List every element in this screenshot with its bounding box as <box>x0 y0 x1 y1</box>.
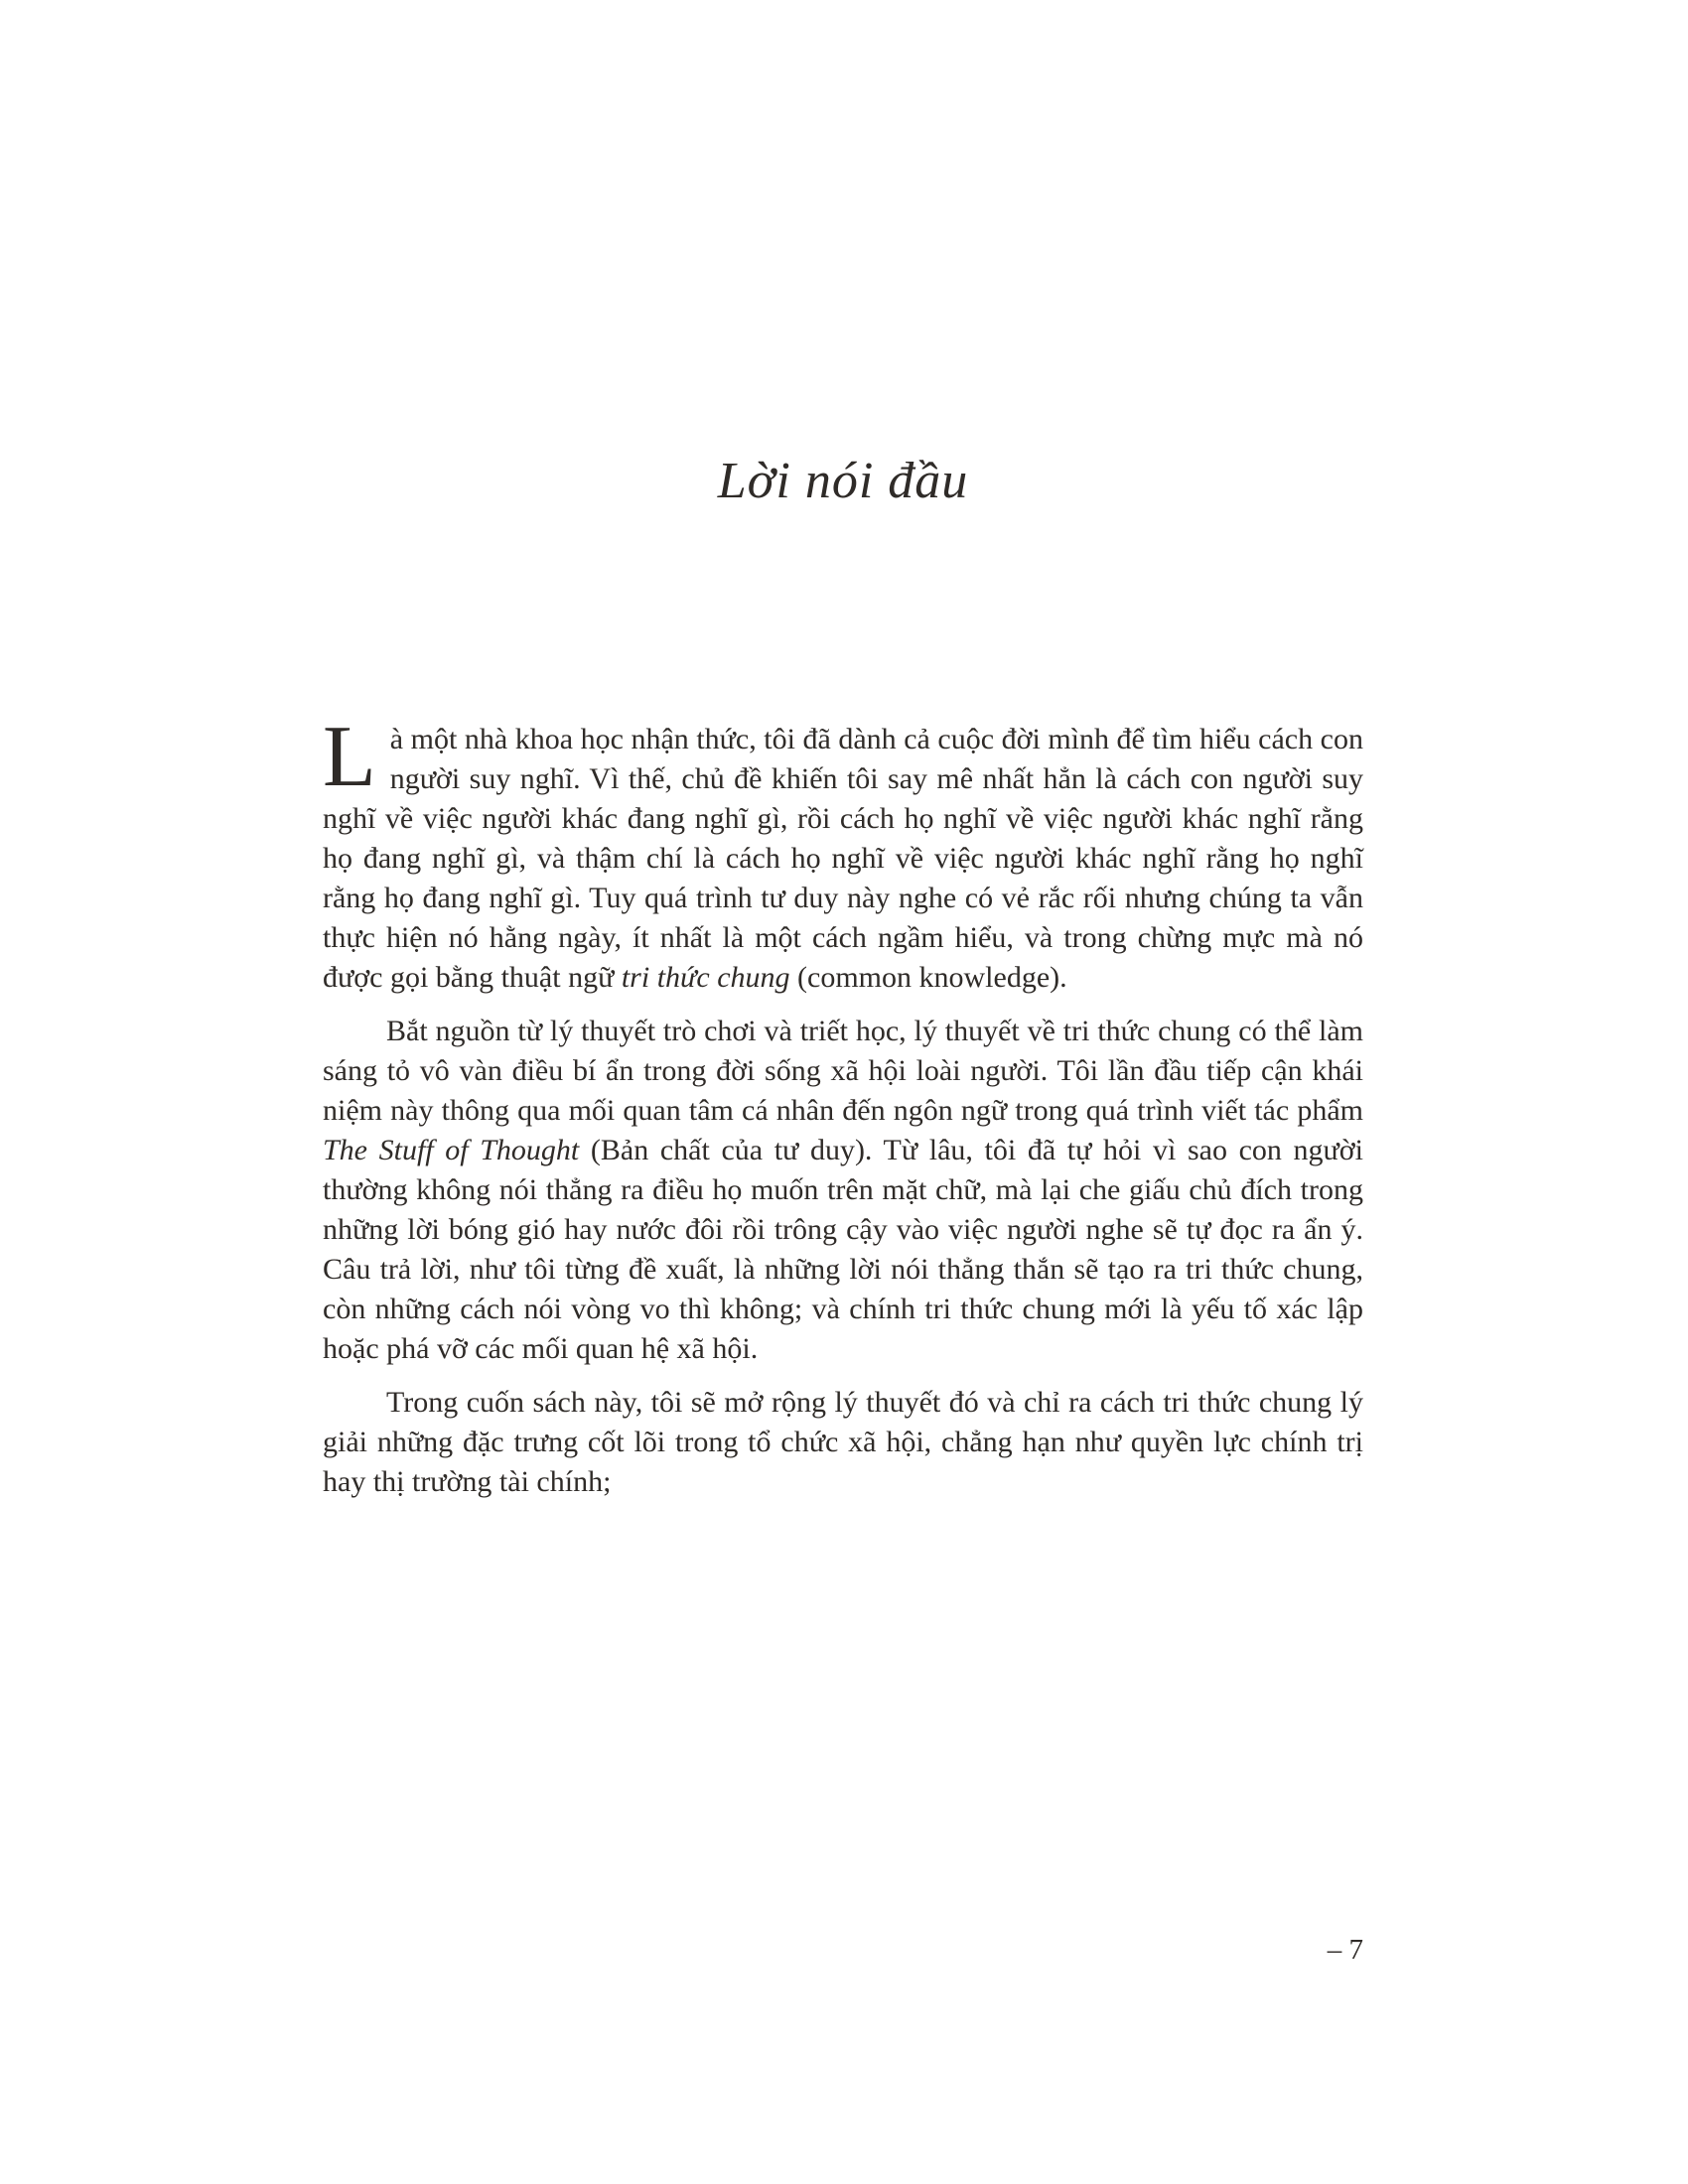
chapter-title: Lời nói đầu <box>717 453 969 509</box>
paragraph-1-text-end: (common knowledge). <box>789 961 1067 994</box>
preface-paragraph-3 <box>323 1383 1363 1502</box>
italic-book-title: The Stuff of Thought <box>323 1134 580 1166</box>
page-number: – 7 <box>1327 1934 1363 1966</box>
preface-paragraph-2 <box>323 1012 1363 1369</box>
italic-term-tri-thuc-chung: tri thức chung <box>621 961 790 994</box>
paragraph-2-text-end: (Bản chất của tư duy). Từ lâu, tôi đã tự hỏi vì sao con người thường không nói thẳng ra điều họ muốn trên mặt chữ, mà lại che giấu chủ đích trong những lời bóng gió hay nước đôi rồi trông cậy vào việc người nghe sẽ tự đọc ra ẩn ý. Câu trả lời, như tôi từng đề xuất, là những lời nói thẳng thắn sẽ tạo ra tri thức chung, còn những cách nói vòng vo thì không; và chính tri thức chung mới là yếu tố xác lập hoặc phá vỡ các mối quan hệ xã hội. <box>323 1134 1363 1365</box>
paragraph-1-text: à một nhà khoa học nhận thức, tôi đã dành cả cuộc đời mình để tìm hiểu cách con người suy nghĩ. Vì thế, chủ đề khiến tôi say mê nhất hẳn là cách con người suy nghĩ về việc người khác đang nghĩ gì, rồi cách họ nghĩ về việc người khác nghĩ rằng họ đang nghĩ gì, và thậm chí là cách họ nghĩ về việc người khác nghĩ rằng họ nghĩ rằng họ đang nghĩ gì. Tuy quá trình tư duy này nghe có vẻ rắc rối nhưng chúng ta vẫn thực hiện nó hằng ngày, ít nhất là một cách ngầm hiểu, và trong chừng mực mà nó được gọi bằng thuật ngữ <box>323 723 1363 994</box>
paragraph-2-text: Bắt nguồn từ lý thuyết trò chơi và triết học, lý thuyết về tri thức chung có thể làm sáng tỏ vô vàn điều bí ẩn trong đời sống xã hội loài người. Tôi lần đầu tiếp cận khái niệm này thông qua mối quan tâm cá nhân đến ngôn ngữ trong quá trình viết tác phẩm <box>323 1015 1363 1127</box>
preface-paragraph-1 <box>323 709 1363 998</box>
paragraph-3-text: Trong cuốn sách này, tôi sẽ mở rộng lý thuyết đó và chỉ ra cách tri thức chung lý giải những đặc trưng cốt lõi trong tổ chức xã hội, chẳng hạn như quyền lực chính trị hay thị trường tài chính; <box>323 1386 1363 1498</box>
preface-text-block <box>323 709 1363 1502</box>
drop-cap: L <box>323 709 376 805</box>
